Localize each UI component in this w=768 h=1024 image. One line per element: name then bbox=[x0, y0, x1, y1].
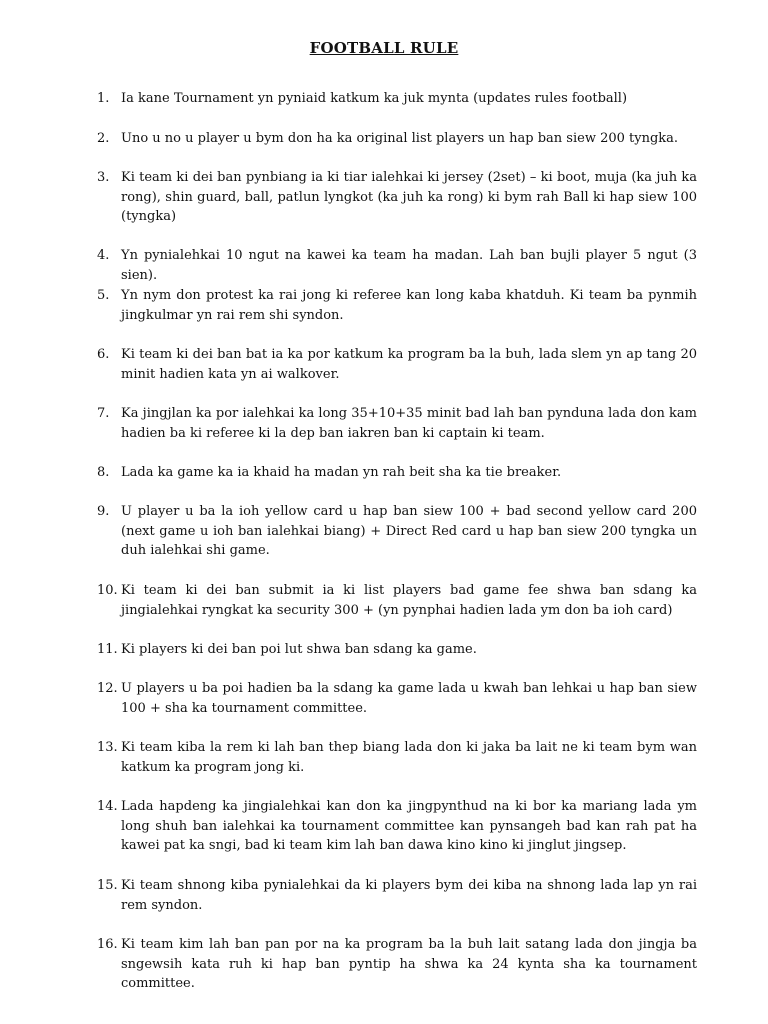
rule-text: U players u ba poi hadien ba la sdang ka game lada u kwah ban lehkai u hap ban siew 100 + sha ka tournament committee. bbox=[121, 681, 697, 716]
rule-number: 12. bbox=[97, 681, 118, 696]
rule-item bbox=[97, 463, 697, 483]
rule-text: Lada ka game ka ia khaid ha madan yn rah beit sha ka tie breaker. bbox=[121, 465, 562, 480]
rule-text: Uno u no u player u bym don ha ka original list players un hap ban siew 200 tyngka. bbox=[121, 131, 679, 146]
rule-item bbox=[97, 797, 697, 856]
rule-item bbox=[97, 286, 697, 325]
rule-item bbox=[97, 404, 697, 443]
rule-item bbox=[97, 679, 697, 718]
rule-item bbox=[97, 502, 697, 561]
rule-number: 5. bbox=[97, 288, 110, 303]
rule-number: 3. bbox=[97, 170, 110, 185]
rule-item bbox=[97, 876, 697, 915]
rule-text: Ki team kiba la rem ki lah ban thep biang lada don ki jaka ba lait ne ki team bym wan katkum ka program jong ki. bbox=[121, 740, 697, 775]
rule-item bbox=[97, 345, 697, 384]
rule-number: 10. bbox=[97, 583, 118, 598]
rule-text: U player u ba la ioh yellow card u hap ban siew 100 + bad second yellow card 200 (next game u ioh ban ialehkai biang) + Direct Red card u hap ban siew 200 tyngka un duh ialehkai shi game. bbox=[121, 504, 697, 558]
rule-text: Ia kane Tournament yn pyniaid katkum ka juk mynta (updates rules football) bbox=[121, 91, 628, 106]
rule-item bbox=[97, 640, 697, 660]
rule-number: 14. bbox=[97, 799, 118, 814]
rule-text: Yn pynialehkai 10 ngut na kawei ka team ha madan. Lah ban bujli player 5 ngut (3 sien). bbox=[121, 248, 697, 283]
rule-item bbox=[97, 581, 697, 620]
rule-text: Ki team ki dei ban bat ia ka por katkum ka program ba la buh, lada slem yn ap tang 20 minit hadien kata yn ai walkover. bbox=[121, 347, 697, 382]
rule-number: 9. bbox=[97, 504, 110, 519]
rule-number: 1. bbox=[97, 91, 110, 106]
rule-number: 11. bbox=[97, 642, 118, 657]
rule-text: Ka jingjlan ka por ialehkai ka long 35+10+35 minit bad lah ban pynduna lada don kam hadien ba ki referee ki la dep ban iakren ban ki captain ki team. bbox=[121, 406, 697, 441]
rule-text: Ki team shnong kiba pynialehkai da ki players bym dei kiba na shnong lada lap yn rai rem syndon. bbox=[121, 878, 697, 913]
rule-text: Ki team ki dei ban submit ia ki list players bad game fee shwa ban sdang ka jingialehkai ryngkat ka security 300 + (yn pynphai hadien lada ym don ba ioh card) bbox=[121, 583, 697, 618]
rule-number: 2. bbox=[97, 131, 110, 146]
rule-text: Ki players ki dei ban poi lut shwa ban sdang ka game. bbox=[121, 642, 477, 657]
rule-number: 15. bbox=[97, 878, 118, 893]
rule-item bbox=[97, 129, 697, 149]
rule-text: Ki team kim lah ban pan por na ka program ba la buh lait satang lada don jingja ba sngewsih kata ruh ki hap ban pyntip ha shwa ka 24 kynta sha ka tournament committee. bbox=[121, 937, 697, 991]
rule-item bbox=[97, 168, 697, 227]
rule-number: 16. bbox=[97, 937, 118, 952]
rule-item bbox=[97, 935, 697, 994]
rule-item bbox=[97, 246, 697, 285]
rule-item bbox=[97, 738, 697, 777]
document-title: FOOTBALL RULE bbox=[309, 39, 459, 57]
rule-text: Ki team ki dei ban pynbiang ia ki tiar ialehkai ki jersey (2set) – ki boot, muja (ka juh ka rong), shin guard, ball, patlun lyngkot (ka juh ka rong) ki bym rah Ball ki hap siew 100 (tyngka) bbox=[121, 170, 697, 224]
rule-item bbox=[97, 89, 697, 109]
rule-number: 13. bbox=[97, 740, 118, 755]
rule-number: 6. bbox=[97, 347, 110, 362]
rule-number: 8. bbox=[97, 465, 110, 480]
rule-number: 4. bbox=[97, 248, 110, 263]
rule-number: 7. bbox=[97, 406, 110, 421]
rule-text: Yn nym don protest ka rai jong ki referee kan long kaba khatduh. Ki team ba pynmih jingkulmar yn rai rem shi syndon. bbox=[121, 288, 697, 323]
rule-text: Lada hapdeng ka jingialehkai kan don ka jingpynthud na ki bor ka mariang lada ym long shuh ban ialehkai ka tournament committee kan pynsangeh bad kan rah pat ha kawei pat ka sngi, bad ki team kim lah ban dawa kino kino ki jinglut jingsep. bbox=[121, 799, 697, 853]
